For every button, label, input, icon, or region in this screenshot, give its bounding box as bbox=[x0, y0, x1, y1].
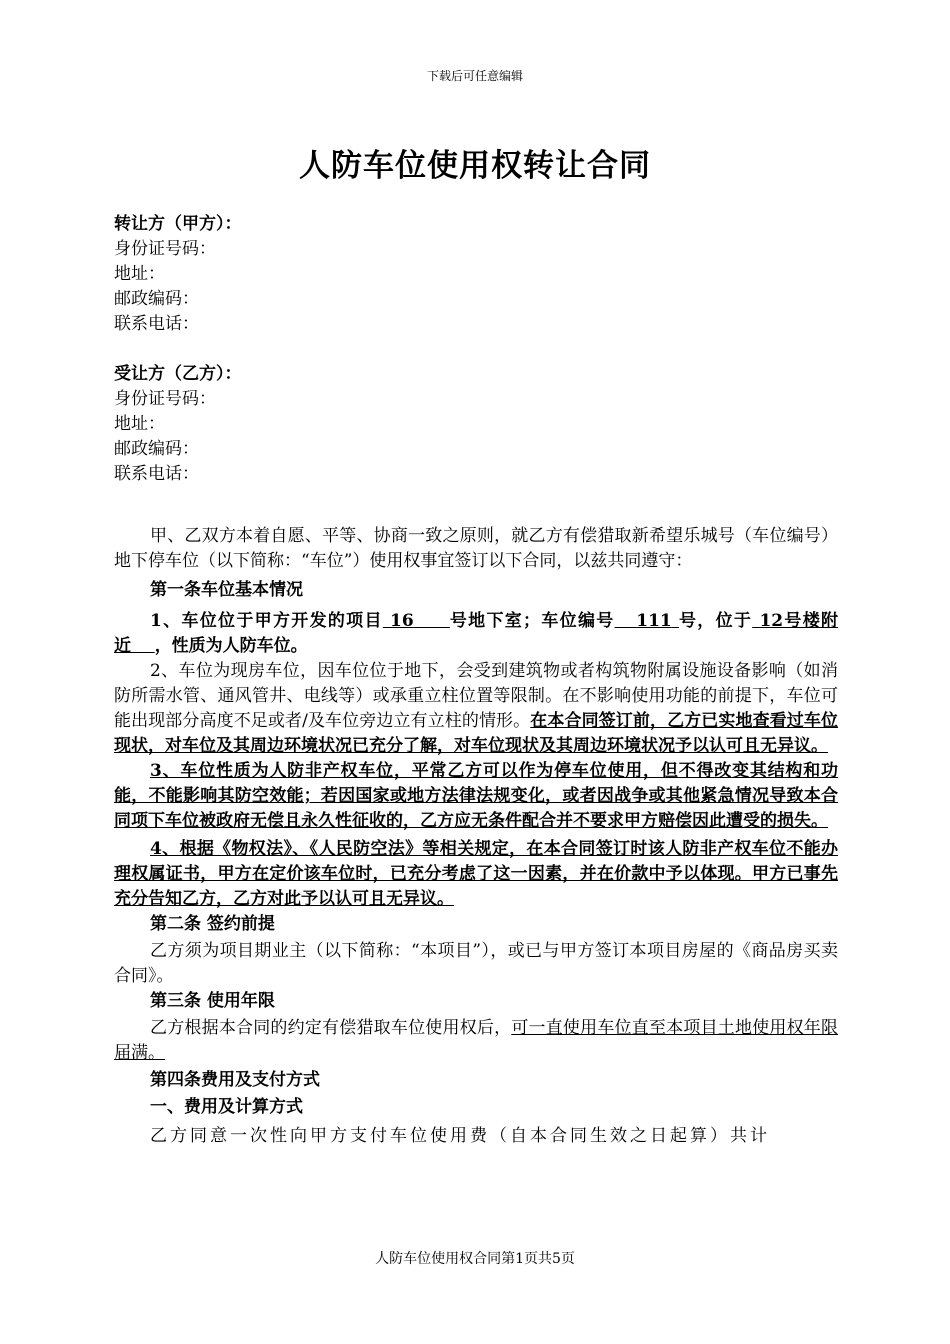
page-footer: 人防车位使用权合同第1页共5页 bbox=[375, 1251, 575, 1267]
article4-text: 乙方同意一次性向甲方支付车位使用费（自本合同生效之日起算）共计 bbox=[150, 1126, 770, 1146]
item1-project-number: 16 bbox=[390, 611, 414, 631]
party-b-id-field: 身份证号码： bbox=[114, 389, 216, 409]
contract-body bbox=[114, 212, 838, 1149]
item1-text-2: 号地下室；车位编号 bbox=[449, 611, 615, 631]
article1-item3: 3、车位性质为人防非产权车位，平常乙方可以作为停车位使用，但不得改变其结构和功能，不能影响其防空效能；若因国家或地方法律法规变化，或者因战争或其他紧急情况导致本合同项下车位被政府无偿且永久性征收的，乙方应无条件配合并不要求甲方赔偿因此遭受的损失。 bbox=[114, 761, 838, 831]
article2-heading: 第二条 签约前提 bbox=[150, 914, 275, 934]
article4-heading: 第四条费用及支付方式 bbox=[150, 1070, 320, 1090]
article2-text: 乙方须为项目期业主（以下简称：“本项目”），或已与甲方签订本项目房屋的《商品房买卖合同》。 bbox=[114, 941, 838, 986]
item1-text-3: 号，位于 bbox=[678, 611, 753, 631]
item1-space-number: 111 bbox=[636, 611, 672, 631]
party-a-postcode-field: 邮政编码： bbox=[114, 289, 199, 309]
item1-text-4: ，性质为人防车位。 bbox=[154, 636, 308, 656]
party-a-address-field: 地址： bbox=[114, 264, 165, 284]
article1-item1 bbox=[114, 609, 838, 659]
party-a-id-field: 身份证号码： bbox=[114, 239, 216, 259]
party-b-heading: 受让方（乙方）： bbox=[114, 364, 242, 384]
article1-item4: 4、根据《物权法》、《人民防空法》等相关规定，在本合同签订时该人防非产权车位不能办理权属证书，甲方在定价该车位时，已充分考虑了这一因素，并在价款中予以体现。甲方已事先充分告知乙方，乙方对此予以认可且无异议。 bbox=[114, 839, 838, 909]
article1-item2 bbox=[114, 659, 838, 759]
party-b-postcode-field: 邮政编码： bbox=[114, 439, 199, 459]
article1-heading: 第一条车位基本情况 bbox=[150, 580, 303, 600]
page-header: 下载后可任意编辑 bbox=[426, 69, 523, 83]
item2-acknowledgement: 在本合同签订前，乙方已实地查看过车位现状，对车位及其周边环境状况已充分了解，对车位现状及其周边环境状况予以认可且无异议。 bbox=[114, 711, 838, 756]
contract-title: 人防车位使用权转让合同 bbox=[299, 148, 651, 184]
preamble-paragraph: 甲、乙双方本着自愿、平等、协商一致之原则，就乙方有偿猎取新希望乐城号（车位编号）地下停车位（以下简称：“车位”）使用权事宜签订以下合同，以兹共同遵守： bbox=[114, 526, 838, 571]
item1-location: 12号楼附近 bbox=[114, 611, 839, 656]
party-b-phone-field: 联系电话： bbox=[114, 464, 199, 484]
party-a-phone-field: 联系电话： bbox=[114, 314, 199, 334]
party-a-heading: 转让方（甲方）： bbox=[114, 214, 242, 234]
party-b-address-field: 地址： bbox=[114, 414, 165, 434]
item2-plain-text: 2、车位为现房车位，因车位位于地下，会受到建筑物或者构筑物附属设施设备影响（如消防所需水管、通风管井、电线等）或承重立柱位置等限制。在不影响使用功能的前提下，车位可能出现部分高度不足或者/及车位旁边立有立柱的情形。 bbox=[114, 661, 838, 731]
article3-plain: 乙方根据本合同的约定有偿猎取车位使用权后， bbox=[150, 1018, 512, 1038]
article3-text bbox=[114, 1016, 838, 1066]
article3-underlined: 可一直使用车位直至本项目土地使用权年限届满。 bbox=[114, 1018, 839, 1063]
article3-heading: 第三条 使用年限 bbox=[150, 991, 275, 1011]
article4-sub1-heading: 一、费用及计算方式 bbox=[150, 1097, 303, 1117]
item1-text-1: 1、车位位于甲方开发的项目 bbox=[150, 611, 383, 631]
